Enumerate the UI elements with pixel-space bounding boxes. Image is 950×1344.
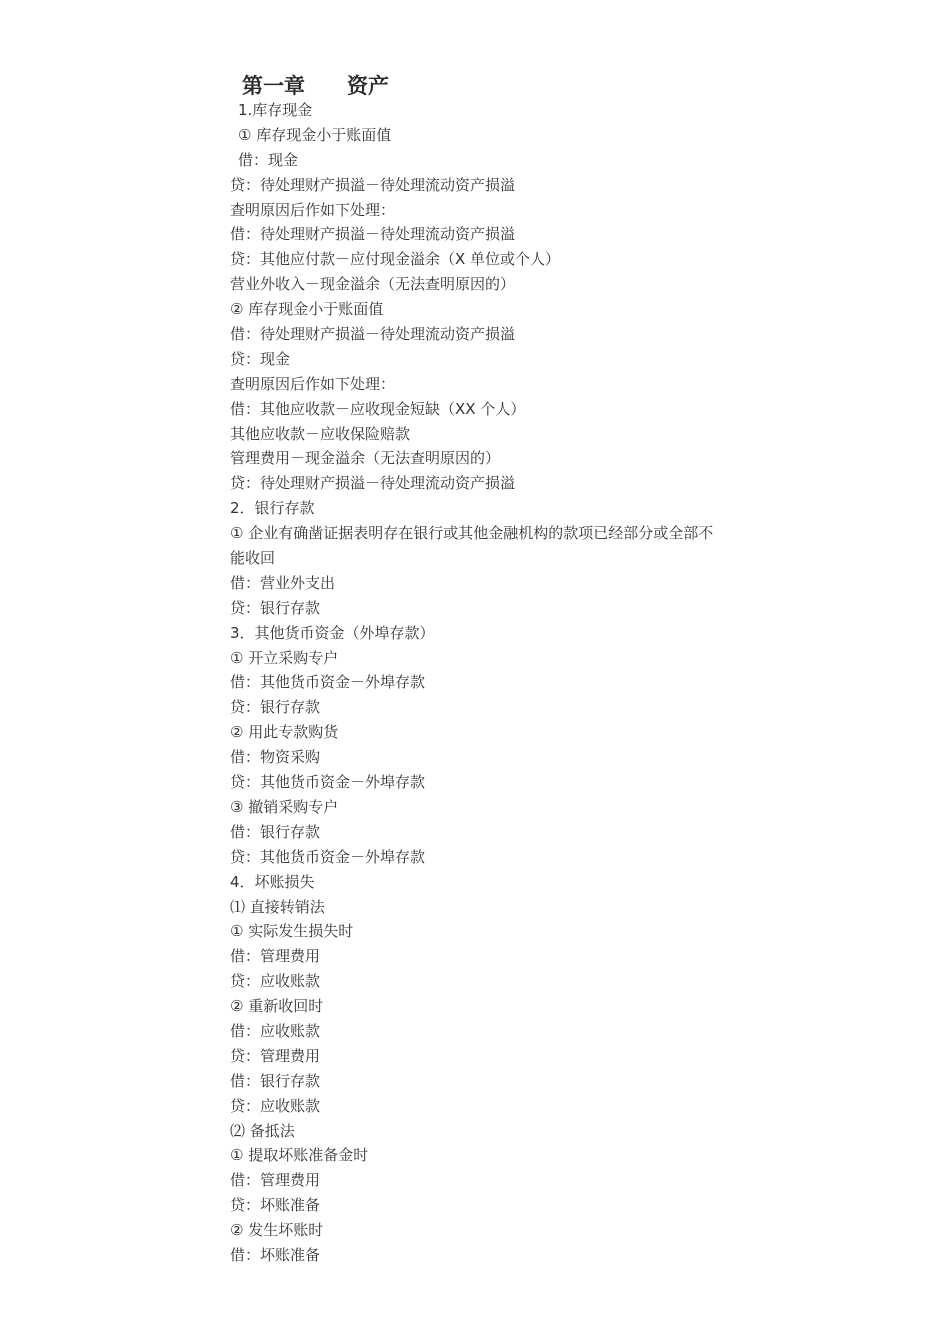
- text-line: 贷：其他货币资金－外埠存款: [230, 773, 426, 792]
- text-line: 贷：待处理财产损溢－待处理流动资产损溢: [230, 175, 516, 194]
- text-line: ② 用此专款购货: [230, 723, 339, 742]
- text-line: 借：坏账准备: [230, 1245, 321, 1264]
- text-line: 借：待处理财产损溢－待处理流动资产损溢: [230, 225, 516, 244]
- text-line: ③ 撤销采购专户: [230, 797, 339, 816]
- text-line: ⑴ 直接转销法: [230, 897, 325, 916]
- text-line: 借：待处理财产损溢－待处理流动资产损溢: [230, 325, 516, 344]
- text-line: 4．坏账损失: [230, 872, 315, 891]
- text-line: ② 发生坏账时: [230, 1221, 324, 1240]
- text-line: ① 库存现金小于账面值: [238, 125, 392, 144]
- text-line: 贷：其他应付款－应付现金溢余（X 单位或个人）: [230, 250, 561, 269]
- text-line: 贷：应收账款: [230, 1096, 321, 1115]
- text-line: 贷：管理费用: [230, 1046, 321, 1065]
- text-line: ② 重新收回时: [230, 997, 324, 1016]
- text-line: 贷：现金: [230, 349, 291, 368]
- text-line: ① 提取坏账准备金时: [230, 1146, 369, 1165]
- document-body: [230, 98, 790, 1268]
- text-line: 借：物资采购: [230, 748, 321, 767]
- text-line: 贷：其他货币资金－外埠存款: [230, 847, 426, 866]
- text-line: 贷：银行存款: [230, 698, 321, 717]
- chapter-title: 第一章 资产: [242, 74, 389, 98]
- text-line: ① 实际发生损失时: [230, 922, 354, 941]
- text-line: ① 开立采购专户: [230, 648, 339, 667]
- text-line: 2．银行存款: [230, 499, 315, 518]
- text-line: 借：现金: [238, 150, 299, 169]
- text-line: 营业外收入－现金溢余（无法查明原因的）: [230, 275, 516, 294]
- text-line: 能收回: [230, 549, 276, 568]
- text-line: 借：管理费用: [230, 1171, 321, 1190]
- text-line: 借：营业外支出: [230, 573, 336, 592]
- text-line: 查明原因后作如下处理：: [230, 200, 396, 219]
- text-line: 其他应收款－应收保险赔款: [230, 424, 411, 443]
- text-line: ⑵ 备抵法: [230, 1121, 295, 1140]
- text-line: ① 企业有确凿证据表明存在银行或其他金融机构的款项已经部分或全部不: [230, 524, 714, 543]
- text-line: 贷：银行存款: [230, 598, 321, 617]
- text-line: 借：应收账款: [230, 1021, 321, 1040]
- text-line: ② 库存现金小于账面值: [230, 300, 384, 319]
- text-line: 3．其他货币资金（外埠存款）: [230, 623, 435, 642]
- text-line: 借：管理费用: [230, 947, 321, 966]
- text-line: 查明原因后作如下处理：: [230, 374, 396, 393]
- text-line: 借：银行存款: [230, 1071, 321, 1090]
- text-line: 借：其他货币资金－外埠存款: [230, 673, 426, 692]
- text-line: 贷：坏账准备: [230, 1196, 321, 1215]
- text-line: 管理费用－现金溢余（无法查明原因的）: [230, 449, 501, 468]
- text-line: 1.库存现金: [238, 101, 313, 119]
- text-line: 借：其他应收款－应收现金短缺（XX 个人）: [230, 399, 526, 418]
- text-line: 借：银行存款: [230, 822, 321, 841]
- text-line: 贷：待处理财产损溢－待处理流动资产损溢: [230, 474, 516, 493]
- text-line: 贷：应收账款: [230, 972, 321, 991]
